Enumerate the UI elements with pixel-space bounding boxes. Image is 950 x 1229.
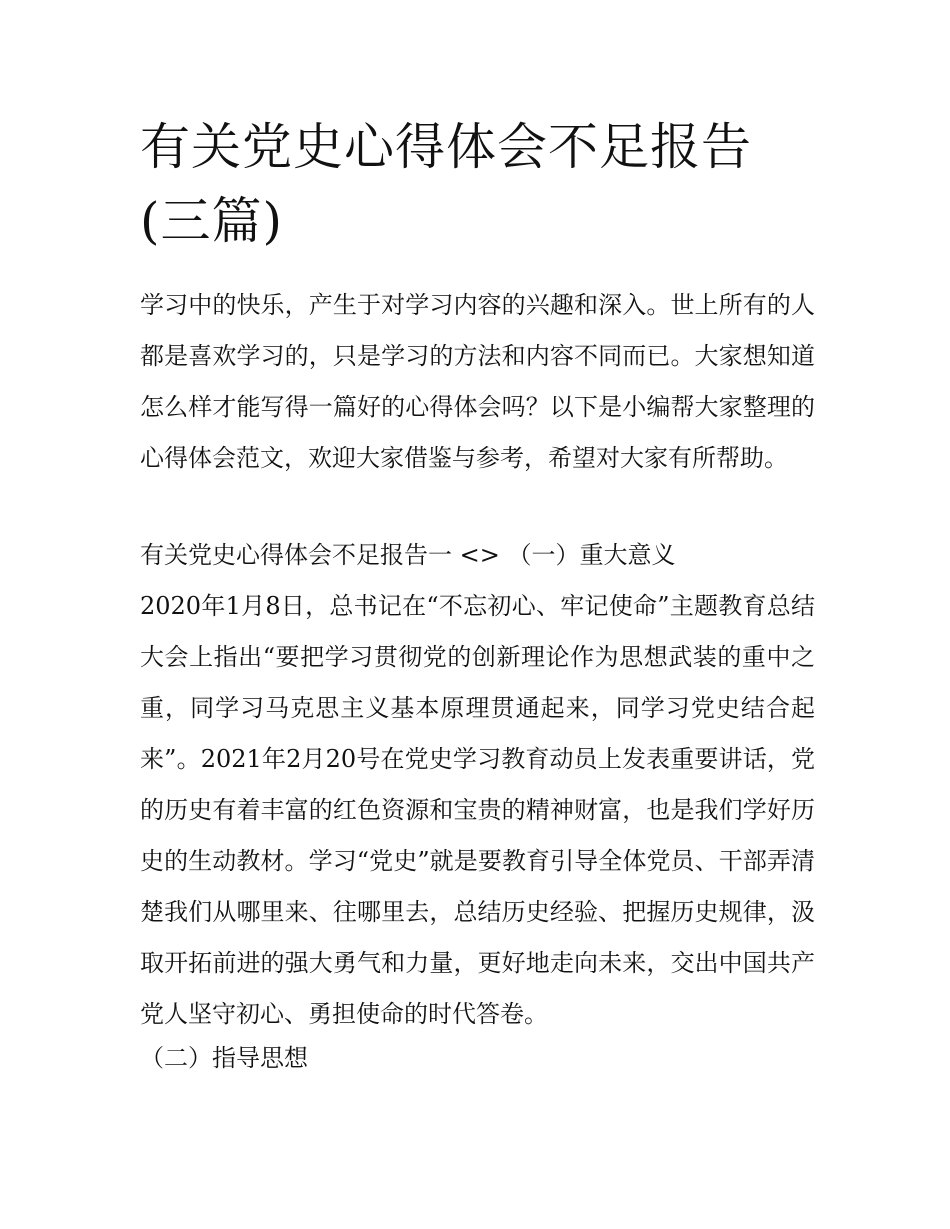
section-one-heading: 有关党史心得体会不足报告一 <> （一）重大意义: [140, 541, 676, 569]
section-one-paragraph: 2020年1月8日，总书记在“不忘初心、牢记使命”主题教育总结大会上指出“要把学习贯彻党的创新理论作为思想武装的重中之重，同学习马克思主义基本原理贯通起来，同学习党史结合起来”。2021年2月20号在党史学习教育动员上发表重要讲话，党的历史有着丰富的红色资源和宝贵的精神财富，也是我们学好历史的生动教材。学习“党史”就是要教育引导全体党员、干部弄清楚我们从哪里来、往哪里去，总结历史经验、把握历史规律，汲取开拓前进的强大勇气和力量，更好地走向未来，交出中国共产党人坚守初心、勇担使命的时代答卷。: [140, 592, 815, 1028]
section-two-heading: （二）指导思想: [140, 1044, 308, 1072]
document-title: 有关党史心得体会不足报告(三篇): [140, 118, 752, 250]
intro-paragraph: 学习中的快乐，产生于对学习内容的兴趣和深入。世上所有的人都是喜欢学习的，只是学习的方法和内容不同而已。大家想知道怎么样才能写得一篇好的心得体会吗？以下是小编帮大家整理的心得体会范文，欢迎大家借鉴与参考，希望对大家有所帮助。: [140, 291, 815, 472]
